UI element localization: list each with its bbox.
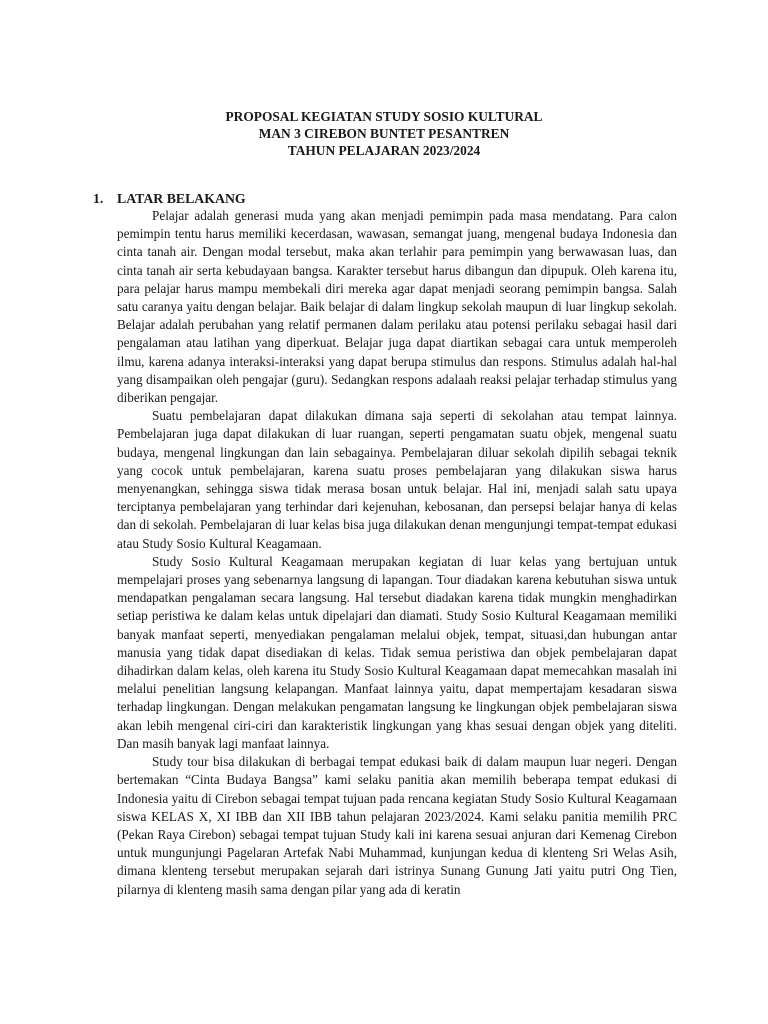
paragraph: Suatu pembelajaran dapat dilakukan dimana saja seperti di sekolahan atau tempat lainnya. Pembelajaran juga dapat dilakukan di luar ruangan, seperti pengamatan suatu objek, mengenal suatu budaya, mengenal lingkungan dan lain sebagainya. Pembelajaran diluar sekolah dipilih sebagai teknik yang cocok untuk pembelajaran, karena suatu proses pembelajaran yang dilakukan siswa harus menyenangkan, sehingga siswa tidak merasa bosan untuk belajar. Hal ini, menjadi salah satu upaya terciptanya pembelajaran yang terhindar dari kejenuhan, kebosanan, dan persepsi belajar hanya di kelas dan di sekolah. Pembelajaran di luar kelas bisa juga dilakukan denan mengunjungi tempat-tempat edukasi atau Study Sosio Kultural Keagamaan. [117, 408, 677, 551]
paragraph: Study Sosio Kultural Keagamaan merupakan kegiatan di luar kelas yang bertujuan untuk mempelajari proses yang sebenarnya langsung di lapangan. Tour diadakan karena kebutuhan siswa untuk mendapatkan pengalaman secara langsung. Hal tersebut diadakan karena tidak mungkin menghadirkan setiap peristiwa ke dalam kelas untuk dipelajari dan diamati. Study Sosio Kultural Keagamaan memiliki banyak manfaat seperti, menyediakan pengalaman melalui objek, tempat, situasi,dan hubungan antar manusia yang tidak dapat disediakan di kelas. Tidak semua peristiwa dan objek pembelajaran dapat dihadirkan dalam kelas, oleh karena itu Study Sosio Kultural Keagamaan dapat memecahkan masalah ini melalui penelitian langsung kelapangan. Manfaat lainnya yaitu, dapat mempertajam kesadaran siswa terhadap lingkungan. Dengan melakukan pengamatan langsung ke lingkungan objek pembelajaran siswa akan lebih mengenal ciri-ciri dan karakteristik lingkungan yang khas sesuai dengan objek yang diteliti. Dan masih banyak lagi manfaat lainnya. [117, 553, 677, 751]
title-line-1: PROPOSAL KEGIATAN STUDY SOSIO KULTURAL [225, 109, 543, 124]
section-heading-text: LATAR BELAKANG [117, 191, 246, 206]
paragraph: Study tour bisa dilakukan di berbagai tempat edukasi baik di dalam maupun luar negeri. Dengan bertemakan “Cinta Budaya Bangsa” kami selaku panitia akan memilih beberapa tempat edukasi di Indonesia yaitu di Cirebon sebagai tempat tujuan pada rencana kegiatan Study Sosio Kultural Keagamaan siswa KELAS X, XI IBB dan XII IBB tahun pelajaran 2023/2024. Kami selaku panitia memilih PRC (Pekan Raya Cirebon) sebagai tempat tujuan Study kali ini karena sesuai anjuran dari Kemenag Cirebon untuk mungunjungi Pagelaran Artefak Nabi Muhammad, kunjungan kedua di klenteng Sri Welas Asih, dimana klenteng tersebut merupakan sejarah dari istrinya Sunang Gunung Jati yaitu putri Ong Tien, pilarnya di klenteng masih sama dengan pilar yang ada di keratin [117, 754, 677, 897]
document-title [0, 108, 768, 159]
title-line-3: TAHUN PELAJARAN 2023/2024 [287, 143, 481, 158]
title-line-2: MAN 3 CIREBON BUNTET PESANTREN [258, 126, 510, 141]
paragraph: Pelajar adalah generasi muda yang akan menjadi pemimpin pada masa mendatang. Para calon pemimpin tentu harus memiliki kecerdasan, wawasan, semangat juang, mengenal budaya Indonesia dan cinta tanah air. Dengan modal tersebut, maka akan terlahir para pemimpin yang berwawasan luas, dan cinta tanah air serta kebudayaan bangsa. Karakter tersebut harus dibangun dan dipupuk. Oleh karena itu, para pelajar harus mampu membekali diri mereka agar dapat menjadi seorang pemimpin bangsa. Salah satu caranya yaitu dengan belajar. Baik belajar di dalam lingkup sekolah maupun di luar lingkup sekolah. Belajar adalah perubahan yang relatif permanen dalam perilaku atau potensi perilaku sebagai hasil dari pengalaman atau latihan yang diperkuat. Belajar juga dapat diartikan sebagai cara untuk memperoleh ilmu, karena adanya interaksi-interaksi yang dapat berupa stimulus dan respons. Stimulus adalah hal-hal yang disampaikan oleh pengajar (guru). Sedangkan respons adalaah reaksi pelajar terhadap stimulus yang diberikan pengajar. [117, 208, 677, 406]
section-heading [93, 190, 246, 208]
section-number: 1. [93, 191, 104, 206]
section-body [117, 207, 677, 899]
